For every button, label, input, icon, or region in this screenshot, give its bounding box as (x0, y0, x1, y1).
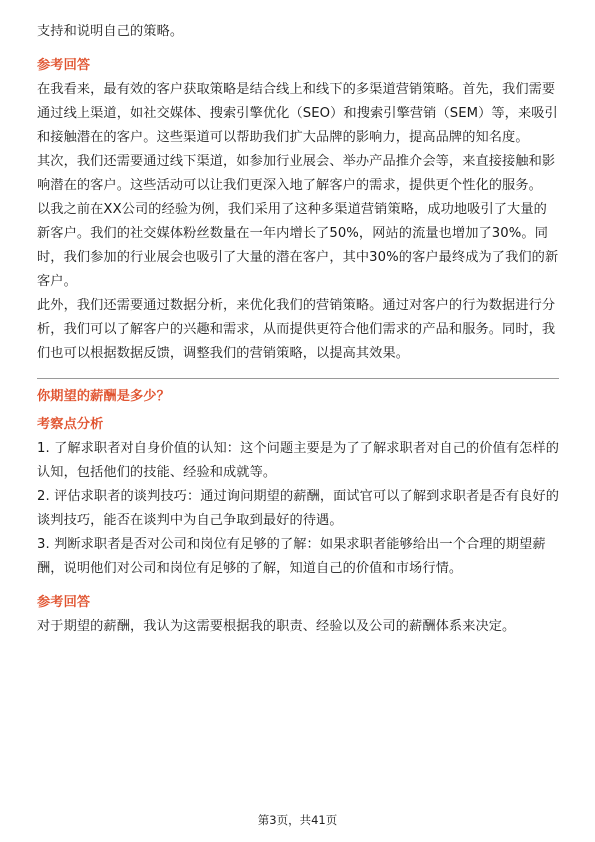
answer-paragraph: 以我之前在XX公司的经验为例，我们采用了这种多渠道营销策略，成功地吸引了大量的新客户。我们的社交媒体粉丝数量在一年内增长了50%，网站的流量也增加了30%。同时，我们参加的行业展会也吸引了大量的潜在客户，其中30%的客户最终成为了我们的新客户。 (37, 202, 559, 289)
reference-answer-label: 参考回答 (37, 595, 91, 610)
answer-paragraph: 此外，我们还需要通过数据分析，来优化我们的营销策略。通过对客户的行为数据进行分析，我们可以了解客户的兴趣和需求，从而提供更符合他们需求的产品和服务。同时，我们也可以根据数据反馈，调整我们的营销策略，以提高其效果。 (37, 298, 556, 361)
document-page (37, 20, 559, 639)
paragraph-tail: 支持和说明自己的策略。 (37, 24, 184, 39)
section-divider (37, 378, 559, 379)
page-number: 第3页，共41页 (257, 813, 338, 827)
answer-paragraph: 在我看来，最有效的客户获取策略是结合线上和线下的多渠道营销策略。首先，我们需要通过线上渠道，如社交媒体、搜索引擎优化（SEO）和搜索引擎营销（SEM）等，来吸引和接触潜在的客户。这些渠道可以帮助我们扩大品牌的影响力，提高品牌的知名度。 (37, 82, 558, 145)
answer-paragraph: 其次，我们还需要通过线下渠道，如参加行业展会、举办产品推介会等，来直接接触和影响潜在的客户。这些活动可以让我们更深入地了解客户的需求，提供更个性化的服务。 (37, 154, 556, 193)
analysis-label: 考察点分析 (37, 417, 104, 432)
reference-answer-label: 参考回答 (37, 58, 91, 73)
analysis-point: 2. 评估求职者的谈判技巧：通过询问期望的薪酬，面试官可以了解到求职者是否有良好的谈判技巧，能否在谈判中为自己争取到最好的待遇。 (37, 489, 559, 528)
analysis-point: 1. 了解求职者对自身价值的认知：这个问题主要是为了了解求职者对自己的价值有怎样的认知，包括他们的技能、经验和成就等。 (37, 441, 559, 480)
question-heading: 你期望的薪酬是多少？ (37, 389, 170, 404)
answer-paragraph: 对于期望的薪酬，我认为这需要根据我的职责、经验以及公司的薪酬体系来决定。 (37, 619, 516, 634)
analysis-point: 3. 判断求职者是否对公司和岗位有足够的了解：如果求职者能够给出一个合理的期望薪酬，说明他们对公司和岗位有足够的了解，知道自己的价值和市场行情。 (37, 537, 546, 576)
